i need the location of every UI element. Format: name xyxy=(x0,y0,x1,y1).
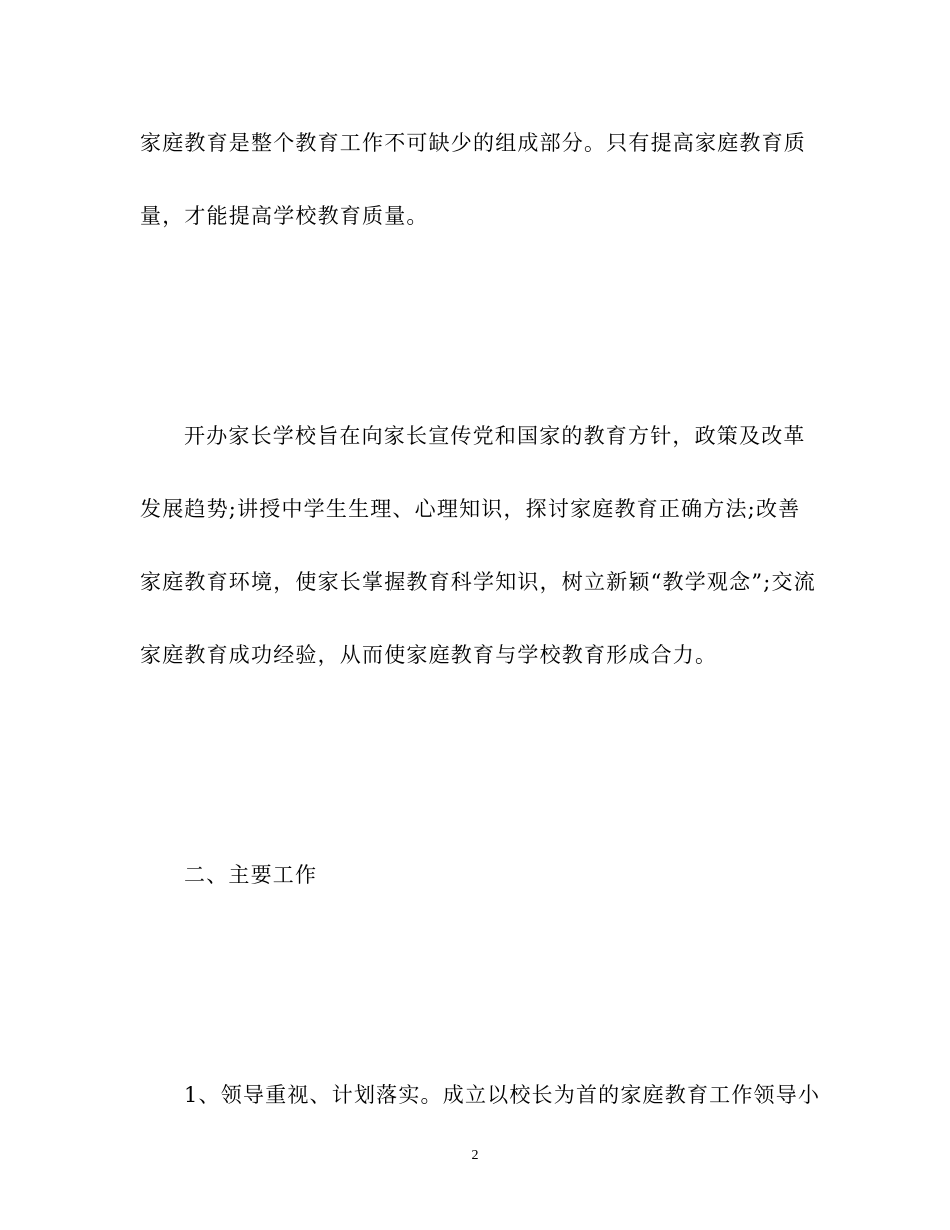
paragraph-1-line-1: 家庭教育是整个教育工作不可缺少的组成部分。只有提高家庭教育质 xyxy=(140,131,806,155)
paragraph-2-line-3: 家庭教育环境，使家长掌握教育科学知识，树立新颖“教学观念”;交流 xyxy=(140,570,816,594)
section-heading: 二、主要工作 xyxy=(184,863,318,887)
paragraph-2-line-1: 开办家长学校旨在向家长宣传党和国家的教育方针，政策及改革 xyxy=(184,424,806,448)
paragraph-2-line-2: 发展趋势;讲授中学生生理、心理知识，探讨家庭教育正确方法;改善 xyxy=(140,497,801,521)
paragraph-1-line-2: 量，才能提高学校教育质量。 xyxy=(140,204,429,228)
paragraph-2-line-4: 家庭教育成功经验，从而使家庭教育与学校教育形成合力。 xyxy=(140,643,718,667)
page-number: 2 xyxy=(471,1148,479,1163)
paragraph-3-line-1: 1、领导重视、计划落实。成立以校长为首的家庭教育工作领导小 xyxy=(184,1083,821,1107)
